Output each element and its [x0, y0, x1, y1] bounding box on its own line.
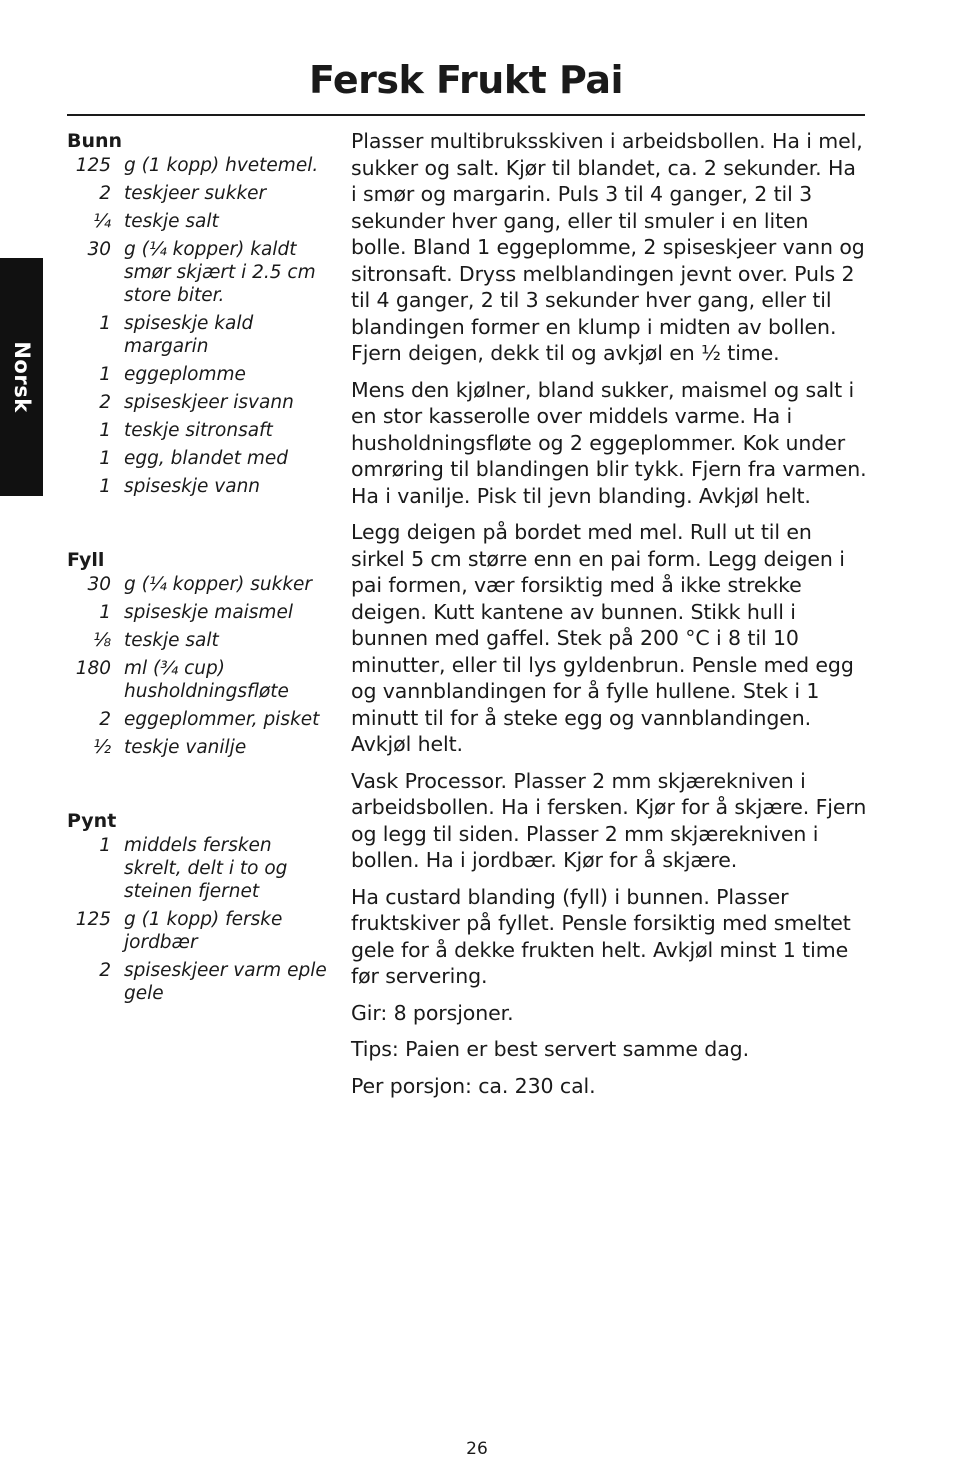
- ingredient-text: eggeplommer, pisket: [124, 709, 320, 730]
- ingredient-text: teskje vanilje: [124, 737, 247, 758]
- instruction-paragraph: Mens den kjølner, bland sukker, maismel og salt i en stor kasserolle over middels varme. Ha i husholdningsfløte og 2 eggeplommer. Kok under omrøring til blandingen blir tykk. Fjern fra varmen. Ha i vanilje. Pisk til jevn blanding. Avkjøl helt.: [351, 377, 867, 508]
- ingredient-text: g (¼ kopper) sukker: [124, 574, 313, 595]
- language-tab-label: Norsk: [9, 341, 34, 413]
- instruction-paragraph: Plasser multibruksskiven i arbeidsbollen. Ha i mel, sukker og salt. Kjør til blandet, ca. 2 sekunder. Ha i smør og margarin. Puls 3 til 4 ganger, 2 til 3 sekunder hver gang, eller til smuler i en liten bolle. Bland 1 eggeplomme, 2 spiseskjeer vann og sitronsaft. Dryss melblandingen jevnt over. Puls 2 til 4 ganger, 2 til 3 sekunder hver gang, eller til blandingen former en klump i midten av bollen. Fjern deigen, dekk til og avkjøl en ½ time.: [351, 129, 865, 365]
- tips-text: Tips: Paien er best servert samme dag.: [351, 1037, 750, 1061]
- ingredient-qty: 30: [87, 239, 111, 260]
- calories-text: Per porsjon: ca. 230 cal.: [351, 1073, 596, 1098]
- language-tab: [0, 258, 43, 496]
- instruction-paragraph: Ha custard blanding (fyll) i bunnen. Plasser fruktskiver på fyllet. Pensle forsiktig med smeltet gele for å dekke frukten helt. Avkjøl minst 1 time før servering.: [351, 884, 851, 988]
- ingredient-text: g (1 kopp) ferske jordbær: [124, 909, 283, 953]
- ingredient-qty: 2: [99, 183, 111, 204]
- ingredient-text: ml (¾ cup) husholdningsfløte: [124, 658, 289, 702]
- ingredient-text: spiseskje vann: [124, 476, 261, 497]
- page-title: Fersk Frukt Pai: [308, 58, 624, 102]
- ingredient-qty: ⅛: [93, 630, 111, 651]
- ingredient-item: [67, 182, 332, 205]
- ingredient-qty: 1: [99, 313, 111, 334]
- ingredient-item: [67, 238, 332, 307]
- ingredient-qty: 1: [99, 364, 111, 385]
- ingredient-qty: 2: [99, 709, 111, 730]
- ingredient-item: [67, 657, 332, 703]
- ingredients-column: [67, 128, 332, 1054]
- ingredient-item: [67, 834, 332, 903]
- ingredient-item: [67, 908, 332, 954]
- ingredient-qty: 180: [75, 658, 111, 679]
- instruction-paragraph: Vask Processor. Plasser 2 mm skjærekniven i arbeidsbollen. Ha i fersken. Kjør for å skjære. Fjern og legg til siden. Plasser 2 mm skjærekniven i bollen. Ha i jordbær. Kjør for å skjære.: [351, 768, 867, 872]
- ingredient-qty: 2: [99, 960, 111, 981]
- ingredient-text: g (1 kopp) hvetemel.: [124, 155, 319, 176]
- ingredient-qty: 125: [75, 155, 111, 176]
- instruction-paragraph: Legg deigen på bordet med mel. Rull ut til en sirkel 5 cm større enn en pai form. Legg deigen i pai formen, vær forsiktig med å ikke strekke deigen. Kutt kantene av bunnen. Stikk hull i bunnen med gaffel. Stek på 200 °C i 8 til 10 minutter, eller til lys gyldenbrun. Pensle med egg og vannblandingen for å fylle hullene. Stek i 1 minutt til for å steke egg og vannblandingen. Avkjøl helt.: [351, 520, 854, 756]
- ingredient-qty: 2: [99, 392, 111, 413]
- ingredient-item: [67, 573, 332, 596]
- ingredient-text: egg, blandet med: [124, 448, 288, 469]
- ingredient-text: spiseskjeer isvann: [124, 392, 294, 413]
- page-number: 26: [466, 1439, 488, 1459]
- ingredient-text: spiseskjeer varm eple gele: [124, 960, 327, 1004]
- ingredient-item: [67, 391, 332, 414]
- ingredient-item: [67, 475, 332, 498]
- ingredient-text: spiseskje maismel: [124, 602, 293, 623]
- ingredient-item: [67, 419, 332, 442]
- ingredient-text: teskje salt: [124, 211, 219, 232]
- ingredient-text: spiseskje kald margarin: [124, 313, 254, 357]
- ingredient-item: [67, 959, 332, 1005]
- ingredient-qty: 30: [87, 574, 111, 595]
- ingredient-qty: 1: [99, 448, 111, 469]
- ingredient-text: teskje sitronsaft: [124, 420, 273, 441]
- ingredient-text: middels fersken skrelt, delt i to og steinen fjernet: [124, 835, 288, 902]
- ingredient-item: [67, 447, 332, 470]
- instructions-column: [351, 128, 867, 1109]
- section-title: Bunn: [67, 130, 123, 152]
- ingredient-text: teskjeer sukker: [124, 183, 267, 204]
- ingredient-section-pynt: [67, 808, 332, 1005]
- ingredient-qty: 1: [99, 476, 111, 497]
- ingredient-item: [67, 629, 332, 652]
- ingredient-section-bunn: [67, 128, 332, 498]
- ingredient-item: [67, 312, 332, 358]
- ingredient-text: g (¼ kopper) kaldt smør skjært i 2.5 cm store biter.: [124, 239, 316, 306]
- ingredient-item: [67, 154, 332, 177]
- section-title: Pynt: [67, 810, 117, 832]
- ingredient-text: eggeplomme: [124, 364, 246, 385]
- ingredient-qty: 1: [99, 602, 111, 623]
- yield-text: Gir: 8 porsjoner.: [351, 1000, 514, 1025]
- ingredient-qty: 125: [75, 909, 111, 930]
- ingredient-text: teskje salt: [124, 630, 219, 651]
- ingredient-qty: ½: [93, 737, 111, 758]
- ingredient-item: [67, 601, 332, 624]
- section-title: Fyll: [67, 549, 105, 571]
- ingredient-item: [67, 210, 332, 233]
- ingredient-section-fyll: [67, 547, 332, 759]
- ingredient-item: [67, 736, 332, 759]
- ingredient-item: [67, 708, 332, 731]
- ingredient-item: [67, 363, 332, 386]
- ingredient-qty: 1: [99, 835, 111, 856]
- title-divider: [67, 114, 865, 116]
- ingredient-qty: 1: [99, 420, 111, 441]
- ingredient-qty: ¼: [93, 211, 111, 232]
